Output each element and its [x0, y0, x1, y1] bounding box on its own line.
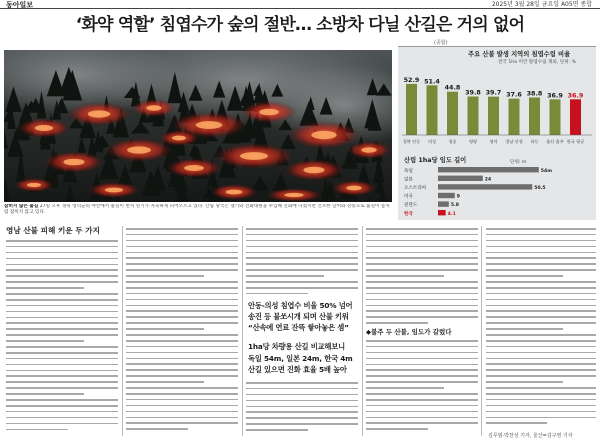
text-line	[366, 387, 444, 389]
road-category-label: 미국	[404, 194, 413, 200]
text-line	[486, 375, 596, 377]
text-line	[366, 246, 478, 248]
text-line	[366, 228, 478, 230]
conifer-category-label: 울산 울주	[546, 139, 564, 144]
fire-core	[27, 183, 41, 187]
article-body-col3-bottom	[246, 382, 358, 435]
text-line	[126, 422, 238, 424]
text-line	[366, 393, 478, 395]
text-line	[126, 387, 238, 389]
conifer-ratio-bar-chart	[398, 63, 596, 155]
conifer-category-label: 영덕	[489, 139, 498, 144]
text-line	[486, 393, 596, 395]
text-line	[366, 422, 478, 424]
road-category-label: 일본	[404, 177, 413, 183]
mid-headline: 독일 54m, 일본 24m, 한국 4m	[248, 354, 353, 363]
section-tag: (종합)	[434, 40, 448, 46]
text-line	[366, 340, 478, 342]
fire-core	[184, 165, 204, 171]
text-line	[366, 352, 478, 354]
road-bar	[438, 167, 539, 172]
text-line	[246, 417, 358, 419]
road-value-label: 50.5	[534, 186, 546, 191]
text-line	[246, 406, 358, 408]
text-line	[126, 269, 238, 271]
mid-headline: 안동-의성 침엽수 비율 50% 넘어	[248, 301, 353, 310]
conifer-bar	[509, 99, 520, 135]
photo-caption	[4, 204, 392, 222]
text-line	[246, 429, 308, 431]
text-line	[366, 405, 478, 407]
text-line	[126, 363, 238, 365]
text-line	[126, 393, 238, 395]
text-line	[6, 405, 118, 407]
text-line	[126, 275, 204, 277]
conifer-value-label: 52.9	[403, 75, 420, 84]
conifer-category-label: 의성	[427, 139, 437, 144]
conifer-category-label: 청송	[448, 139, 457, 144]
text-line	[6, 275, 118, 277]
text-line	[486, 252, 596, 254]
text-line	[126, 328, 204, 330]
forest-fire-image	[4, 50, 392, 202]
text-line	[486, 328, 563, 330]
chart2-title: 산림 1ha당 임도 길이	[404, 157, 467, 164]
text-line	[486, 275, 563, 277]
road-value-label: 4.1	[447, 211, 456, 217]
text-line	[6, 246, 118, 248]
text-line	[486, 399, 596, 401]
column-divider	[242, 226, 243, 436]
text-line	[486, 263, 596, 265]
fire-core	[304, 167, 325, 174]
text-line	[6, 252, 118, 254]
mid-headline: 송진 등 불쏘시개 되며 산불 키워	[248, 312, 349, 321]
text-line	[6, 358, 118, 360]
text-line	[486, 246, 596, 248]
text-line	[366, 281, 478, 283]
conifer-value-label: 36.9	[567, 91, 584, 100]
infographic-panel	[398, 46, 596, 220]
road-category-label: 오스트리아	[404, 186, 427, 191]
text-line	[6, 411, 118, 413]
headline: ‘화약 역할’ 침엽수가 숲의 절반… 소방차 다닐 산길은 거의 없어	[75, 15, 525, 35]
caption-text: 27일 오후 경북 영덕군의 야산에서 불길이 번져 연기가 자욱하게 피어오르고 있다. 산림 당국은 헬기와 진화대원을 투입해 진화에 나섰지만 건조한 날씨와 강풍으로 불길이 좀처럼 잡히지 않고 있다.	[4, 204, 390, 215]
text-line	[6, 317, 118, 319]
text-line	[486, 346, 596, 348]
text-line	[246, 228, 358, 230]
conifer-bar	[406, 84, 417, 135]
fire-core	[284, 193, 304, 197]
fire-core	[35, 125, 53, 131]
forest-road-bar-chart	[398, 165, 596, 223]
text-line	[246, 287, 358, 289]
conifer-bar	[427, 85, 438, 135]
column-divider	[362, 226, 363, 436]
conifer-value-label: 44.8	[444, 83, 461, 92]
text-line	[126, 228, 238, 230]
text-line	[486, 293, 596, 295]
conifer-bar	[468, 97, 479, 135]
road-bar	[438, 201, 449, 206]
text-line	[6, 393, 84, 395]
text-line	[126, 257, 238, 259]
chart1-subtitle: 전국 1ha 미만 활엽수림 제외, 단위: %	[498, 60, 577, 65]
text-line	[6, 375, 118, 377]
column-divider	[481, 226, 482, 436]
text-line	[126, 281, 238, 283]
text-line	[486, 405, 596, 407]
text-line	[366, 428, 428, 430]
text-line	[246, 275, 324, 277]
text-line	[126, 305, 238, 307]
text-line	[246, 394, 358, 396]
text-line	[366, 364, 478, 366]
text-line	[126, 310, 238, 312]
fire-core	[311, 131, 336, 139]
article-subhead: ◆불주 두 산불, 임도가 갈렀다	[366, 328, 452, 336]
conifer-bar	[488, 97, 499, 135]
road-bar	[438, 176, 483, 181]
text-line	[366, 310, 478, 312]
text-line	[486, 334, 596, 336]
column-divider	[122, 226, 123, 436]
text-line	[366, 417, 478, 419]
fire-core	[172, 136, 186, 141]
text-line	[6, 381, 118, 383]
text-line	[486, 340, 596, 342]
text-line	[486, 363, 596, 365]
text-line	[6, 299, 118, 301]
text-line	[126, 417, 238, 419]
text-line	[366, 305, 478, 307]
road-value-label: 54m	[540, 168, 552, 174]
fire-core	[127, 146, 151, 153]
fire-core	[105, 188, 123, 193]
text-line	[126, 358, 238, 360]
text-line	[366, 381, 478, 383]
text-line	[246, 400, 358, 402]
article-subhead: 영남 산불 피해 키운 두 가지	[6, 226, 100, 235]
text-line	[486, 240, 596, 242]
text-line	[126, 399, 238, 401]
article-body-col4-top	[366, 228, 478, 328]
text-line	[126, 369, 238, 371]
text-line	[6, 269, 118, 271]
text-line	[126, 428, 188, 430]
conifer-category-label: 경남 산청	[505, 139, 523, 144]
text-line	[126, 293, 238, 295]
text-line	[6, 311, 118, 313]
conifer-category-label: 하동	[530, 139, 539, 144]
conifer-category-label: 영양	[468, 139, 478, 144]
fire-core	[240, 152, 268, 160]
text-line	[126, 252, 238, 254]
mid-headline: 1ha당 차량용 산길 비교해보니	[248, 342, 345, 351]
fire-core	[259, 109, 279, 116]
road-category-label: 독일	[404, 168, 413, 174]
text-line	[366, 275, 444, 277]
road-value-label: 5.8	[450, 203, 459, 209]
text-line	[366, 375, 478, 377]
text-line	[246, 257, 358, 259]
text-line	[486, 422, 547, 424]
text-line	[6, 264, 118, 266]
text-line	[366, 293, 478, 295]
text-line	[366, 411, 478, 413]
fire-core	[361, 147, 376, 152]
mid-headline: 산길 있으면 진화 효율 5배 높아	[248, 365, 347, 374]
caption-title: 잡히지 않는 불길	[4, 204, 39, 209]
conifer-category-label: 경북 안동	[402, 139, 421, 144]
text-line	[126, 334, 238, 336]
conifer-bar	[447, 92, 458, 135]
text-line	[486, 411, 596, 413]
text-line	[486, 322, 596, 324]
text-line	[366, 269, 478, 271]
text-line	[126, 240, 238, 242]
text-line	[366, 358, 478, 360]
text-line	[6, 399, 118, 401]
fire-core	[88, 110, 110, 117]
text-line	[366, 263, 478, 265]
text-line	[6, 293, 118, 295]
text-line	[126, 352, 238, 354]
text-line	[126, 340, 238, 342]
article-body-col4-bottom	[366, 340, 478, 434]
text-line	[6, 287, 84, 289]
text-line	[6, 346, 118, 348]
text-line	[6, 258, 118, 260]
text-line	[366, 399, 478, 401]
conifer-value-label: 39.8	[465, 88, 481, 97]
text-line	[6, 281, 118, 283]
road-category-label: 한국	[404, 211, 413, 217]
text-line	[6, 387, 118, 389]
text-line	[246, 263, 358, 265]
text-line	[246, 388, 358, 390]
text-line	[486, 269, 596, 271]
conifer-value-label: 37.6	[506, 90, 522, 99]
text-line	[486, 257, 596, 259]
fire-core	[346, 186, 361, 191]
fire-core	[196, 121, 223, 129]
conifer-value-label: 38.8	[526, 89, 543, 98]
text-line	[6, 322, 118, 324]
text-line	[6, 334, 118, 336]
fire-core	[226, 190, 243, 195]
text-line	[126, 346, 238, 348]
text-line	[6, 370, 118, 372]
byline: 김무범·박찬성 기자, 울산=김구영 기자	[488, 433, 573, 439]
mid-headline: “산속에 연료 잔뜩 쌓아놓은 셈”	[248, 323, 349, 332]
text-line	[6, 364, 118, 366]
road-value-label: 9	[456, 194, 461, 200]
text-line	[366, 322, 428, 324]
text-line	[366, 346, 478, 348]
text-line	[486, 381, 563, 383]
chart1-title: 주요 산불 발생 지역의 침엽수림 비율	[468, 51, 571, 58]
text-line	[486, 228, 596, 230]
text-line	[366, 316, 478, 318]
text-line	[126, 246, 238, 248]
text-line	[246, 423, 358, 425]
text-line	[246, 240, 358, 242]
conifer-value-label: 51.4	[424, 77, 440, 86]
conifer-category-label: 한국 평균	[566, 139, 585, 144]
masthead	[0, 0, 600, 9]
conifer-bar	[529, 97, 540, 135]
road-value-label: 24	[484, 177, 492, 183]
text-line	[126, 316, 238, 318]
text-line	[366, 287, 478, 289]
text-line	[246, 382, 358, 384]
text-line	[6, 340, 84, 342]
text-line	[126, 263, 238, 265]
article-body-col2	[126, 228, 238, 434]
text-line	[486, 352, 596, 354]
text-line	[126, 234, 238, 236]
wildfire-photo	[4, 50, 392, 202]
text-line	[246, 293, 308, 295]
article-body-col1	[6, 240, 118, 434]
text-line	[246, 252, 358, 254]
text-line	[6, 352, 118, 354]
text-line	[126, 411, 238, 413]
text-line	[6, 417, 118, 419]
road-bar	[438, 193, 455, 198]
text-line	[486, 305, 596, 307]
text-line	[486, 234, 596, 236]
text-line	[366, 240, 478, 242]
article-body-col5	[486, 228, 596, 428]
text-line	[486, 387, 596, 389]
text-line	[6, 328, 118, 330]
text-line	[366, 234, 478, 236]
conifer-bar	[550, 99, 561, 135]
article-body-col3-top	[246, 228, 358, 299]
road-category-label: 핀란드	[404, 203, 418, 209]
text-line	[246, 269, 358, 271]
text-line	[366, 299, 478, 301]
text-line	[486, 310, 596, 312]
conifer-value-label: 39.7	[485, 88, 502, 97]
text-line	[486, 417, 596, 419]
text-line	[486, 299, 596, 301]
text-line	[246, 246, 358, 248]
conifer-bar	[570, 99, 581, 135]
text-line	[486, 369, 596, 371]
text-line	[366, 257, 478, 259]
text-line	[126, 322, 238, 324]
text-line	[366, 369, 478, 371]
text-line	[6, 429, 68, 431]
text-line	[366, 252, 478, 254]
text-line	[126, 381, 204, 383]
text-line	[486, 281, 596, 283]
text-line	[246, 411, 358, 413]
text-line	[126, 299, 238, 301]
road-bar	[438, 184, 532, 189]
text-line	[486, 316, 596, 318]
fire-core	[146, 105, 161, 110]
text-line	[6, 423, 118, 425]
conifer-value-label: 36.9	[547, 91, 563, 100]
text-line	[486, 287, 596, 289]
text-line	[126, 405, 238, 407]
road-bar	[438, 210, 446, 215]
text-line	[6, 240, 118, 242]
date-line: 2025년 3월 28일 금요일 A05면 종합	[491, 1, 592, 8]
text-line	[486, 358, 596, 360]
chart2-unit: 단위: m	[510, 160, 527, 165]
text-line	[6, 305, 118, 307]
newspaper-logo: 동아일보	[6, 0, 34, 9]
fire-core	[64, 159, 85, 166]
text-line	[126, 375, 238, 377]
text-line	[246, 281, 358, 283]
text-line	[126, 287, 238, 289]
text-line	[246, 234, 358, 236]
